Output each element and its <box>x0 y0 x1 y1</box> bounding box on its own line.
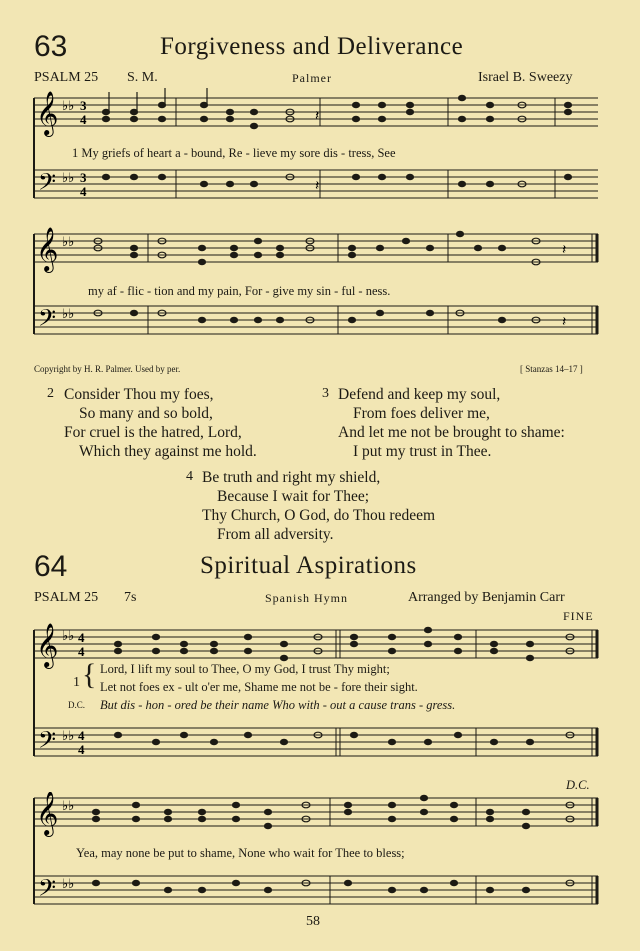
hymn-64-verse-number: 1 <box>73 675 80 690</box>
hymn-64-meter: 7s <box>124 590 137 605</box>
stanza-line: Consider Thou my foes, <box>64 386 214 403</box>
svg-text:3: 3 <box>80 170 87 185</box>
svg-text:4: 4 <box>80 184 87 199</box>
svg-text:♭♭: ♭♭ <box>62 234 75 249</box>
svg-text:𝄞: 𝄞 <box>36 227 59 271</box>
hymn-64-number: 64 <box>34 550 68 583</box>
svg-text:𝄞: 𝄞 <box>36 623 59 667</box>
svg-text:𝄽: 𝄽 <box>315 179 320 194</box>
hymn-63-stanza-3-number: 3 <box>322 386 329 401</box>
hymn-64-verse-brace: { <box>82 658 97 691</box>
svg-text:𝄢: 𝄢 <box>38 168 57 201</box>
svg-text:4: 4 <box>78 630 85 645</box>
svg-text:𝄢: 𝄢 <box>38 874 57 907</box>
hymn-64-system-2-music <box>0 792 640 942</box>
stanza-line: From foes deliver me, <box>353 405 490 422</box>
svg-text:𝄞: 𝄞 <box>36 792 59 835</box>
hymn-64-title: Spiritual Aspirations <box>200 552 417 579</box>
hymn-63-stanza-3 <box>338 385 565 461</box>
hymn-63-author: Israel B. Sweezy <box>478 70 573 85</box>
svg-text:♭♭: ♭♭ <box>62 876 75 891</box>
hymn-63-stanza-4 <box>202 468 435 544</box>
hymn-64-dc-label: D.C. <box>68 700 86 710</box>
hymn-63-number: 63 <box>34 30 68 63</box>
svg-text:𝄽: 𝄽 <box>562 243 567 258</box>
hymn-64-psalm: PSALM 25 <box>34 590 99 605</box>
hymn-64-lyrics-line-1: Lord, I lift my soul to Thee, O my God, I trust Thy might; <box>100 662 390 676</box>
svg-text:4: 4 <box>78 644 85 659</box>
svg-text:𝄞: 𝄞 <box>36 91 59 135</box>
stanza-line: Which they against me hold. <box>79 443 257 460</box>
stanza-line: Defend and keep my soul, <box>338 386 501 403</box>
svg-text:♭♭: ♭♭ <box>62 98 75 113</box>
stanza-line: Thy Church, O God, do Thou redeem <box>202 507 436 524</box>
hymn-64-arranger: Arranged by Benjamin Carr <box>408 590 565 605</box>
svg-text:♭♭: ♭♭ <box>62 306 75 321</box>
hymn-63-stanza-4-number: 4 <box>186 469 193 484</box>
svg-text:𝄢: 𝄢 <box>38 726 57 759</box>
hymn-63-stanzas-note: [ Stanzas 14–17 ] <box>520 364 583 374</box>
stanza-line: I put my trust in Thee. <box>353 443 492 460</box>
hymn-63-tune: Palmer <box>292 71 332 85</box>
svg-text:𝄢: 𝄢 <box>38 304 57 337</box>
svg-text:♭♭: ♭♭ <box>62 728 75 743</box>
stanza-line: Be truth and right my shield, <box>202 469 381 486</box>
svg-text:𝄽: 𝄽 <box>315 109 320 124</box>
page-number: 58 <box>306 914 320 929</box>
hymn-64-lyrics-dc: But dis - hon - ored be their name Who with - out a cause trans - gress. <box>100 698 456 712</box>
hymn-63-title: Forgiveness and Deliverance <box>160 33 464 60</box>
stanza-line: Because I wait for Thee; <box>217 488 370 505</box>
hymn-63-lyrics-line-2: my af - flic - tion and my pain, For - give my sin - ful - ness. <box>88 284 391 298</box>
hymn-63-stanza-2-number: 2 <box>47 386 54 401</box>
hymn-64-lyrics-line-2: Let not foes ex - ult o'er me, Shame me not be - fore their sight. <box>100 680 418 694</box>
hymn-63-copyright: Copyright by H. R. Palmer. Used by per. <box>34 364 181 374</box>
hymn-64-lyrics-line-3: Yea, may none be put to shame, None who wait for Thee to bless; <box>76 846 405 860</box>
hymn-63-psalm: PSALM 25 <box>34 70 99 85</box>
hymn-63-meter: S. M. <box>127 70 158 85</box>
hymn-63-lyrics-line-1: 1 My griefs of heart a - bound, Re - lieve my sore dis - tress, See <box>72 146 396 160</box>
stanza-line: And let me not be brought to shame: <box>338 424 565 441</box>
svg-text:𝄽: 𝄽 <box>562 315 567 330</box>
svg-text:4: 4 <box>78 742 85 757</box>
svg-text:♭♭: ♭♭ <box>62 170 75 185</box>
stanza-line: So many and so bold, <box>79 405 213 422</box>
svg-text:♭♭: ♭♭ <box>62 798 75 813</box>
svg-text:3: 3 <box>80 98 87 113</box>
hymn-64-tune: Spanish Hymn <box>265 591 349 605</box>
hymn-64-fine-mark: FINE <box>563 609 594 623</box>
hymn-63-stanza-2 <box>64 385 257 461</box>
svg-text:4: 4 <box>80 112 87 127</box>
hymn-64-dc-mark: D.C. <box>566 778 590 792</box>
svg-text:♭♭: ♭♭ <box>62 628 75 643</box>
stanza-line: For cruel is the hatred, Lord, <box>64 424 242 441</box>
svg-text:4: 4 <box>78 728 85 743</box>
stanza-line: From all adversity. <box>217 526 334 543</box>
